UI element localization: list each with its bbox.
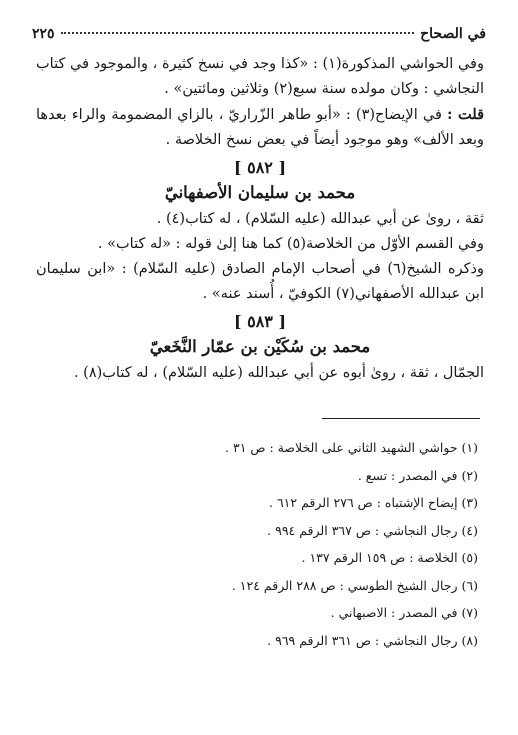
header-dot-leader [61,32,415,34]
page-number: ٢٢٥ [32,26,55,42]
qultu-label: قلت : [447,106,484,123]
entry-title-582: محمد بن سليمان الأصفهانيّ [164,183,356,202]
paragraph-qultu [36,102,484,153]
footnote: (٣) إيضاح الإشتباه : ص ٢٧٦ الرقم ٦١٢ . [268,495,478,510]
main-text [36,52,484,386]
footnotes-list [40,434,478,654]
footnote: (١) حواشي الشهيد الثاني على الخلاصة : ص ٣١ . [225,440,478,455]
footnote: (٥) الخلاصة : ص ١٥٩ الرقم ١٣٧ . [301,550,478,565]
running-title: في الصحاح [420,26,486,42]
footnote: (٦) رجال الشيخ الطوسي : ص ٢٨٨ الرقم ١٢٤ . [231,577,478,593]
qultu-text: في الإيضاح(٣) : «أبو طاهر الزّراريّ ، بالزاي المضمومة والراء بعدها وبعد الألف» وهو موجود أيضاً في بعض نسخ الخلاصة . [36,107,484,148]
paragraph-582-2: وفي القسم الأوّل من الخلاصة(٥) كما هنا إلىٰ قوله : «له كتاب» . [97,236,484,252]
entry-number-582: [ ٥٨٢ ] [233,158,287,177]
footnote-separator [322,418,480,419]
entry-number-583: [ ٥٨٣ ] [233,312,287,331]
paragraph-hawashi: وفي الحواشي المذكورة(١) : «كذا وجد في نسخ كثيرة ، والموجود في كتاب النجاشي : وكان مولده سنة سبع(٢) وثلاثين ومائتين» . [36,56,484,97]
paragraph-582-3: وذكره الشيخ(٦) في أصحاب الإمام الصادق (عليه السّلام) : «ابن سليمان ابن عبدالله الأصفهاني(٧) الكوفيّ ، أُسند عنه» . [36,261,485,302]
footnote: (٧) في المصدر : الاصبهاني . [330,605,478,620]
page-header [32,26,486,42]
paragraph-582-1: ثقة ، روىٰ عن أبي عبدالله (عليه السّلام) ، له كتاب(٤) . [156,211,484,227]
entry-title-583: محمد بن سُكَيْن بن عمّار النَّخَعيّ [149,337,371,356]
footnote: (٢) في المصدر : تسع . [357,467,478,483]
footnote: (٨) رجال النجاشي : ص ٣٦١ الرقم ٩٦٩ . [267,632,478,648]
paragraph-583-1: الجمّال ، ثقة ، روىٰ أبوه عن أبي عبدالله (عليه السّلام) ، له كتاب(٨) . [73,365,484,381]
footnote: (٤) رجال النجاشي : ص ٣٦٧ الرقم ٩٩٤ . [267,522,478,538]
